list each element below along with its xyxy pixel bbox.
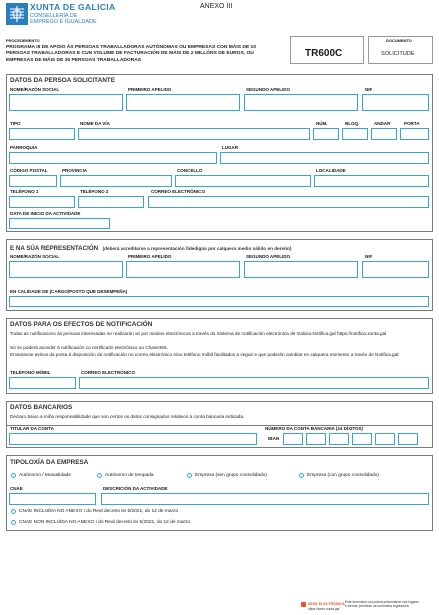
council-input[interactable] xyxy=(175,175,311,187)
procedure-text: PROGRAMA III DE APOIO ÁS PERSOAS TRABALLADORAS AUTÓNOMAS OU EMPRESAS CON MÁIS DE 10 PERSOAS TRABALLADORAS E CUN VOLUME DE FACTURACIÓN DE MÁIS DE 2 MILLÓNS DE EUROS, OU EMPRESAS DE MÁIS DE 25 PERSOAS TRABALLADORAS xyxy=(6,45,256,63)
address-type-label: TIPO xyxy=(10,121,21,126)
radio-company-group[interactable] xyxy=(299,473,304,478)
cnae-label: CNAE xyxy=(10,486,23,491)
applicant-email-input[interactable] xyxy=(148,196,429,208)
notif-mobile-input[interactable] xyxy=(9,377,76,389)
council-label: CONCELLO xyxy=(177,168,203,173)
locality-label: LOCALIDADE xyxy=(316,168,346,173)
org-name xyxy=(30,3,115,25)
parish-label: PARROQUIA xyxy=(10,145,38,150)
option-cnae-excluded: CNAE NON INCLUÍDA NO ANEXO I do Real decreto lei 5/2021, do 12 de marzo xyxy=(19,520,191,525)
account-holder-label: TITULAR DA CONTA xyxy=(10,426,54,431)
zip-label: CÓDIGO POSTAL xyxy=(10,168,48,173)
applicant-nif-input[interactable] xyxy=(362,94,429,111)
sede-brand: SEDE ELECTRÓNICA xyxy=(308,602,345,606)
radio-cnae-excluded[interactable] xyxy=(11,520,16,525)
option-seasonal: Autónomo de tempada xyxy=(105,473,154,478)
radio-self-employed[interactable] xyxy=(11,473,16,478)
phone2-label: TELÉFONO 2 xyxy=(80,189,109,194)
place-label: LUGAR xyxy=(222,145,239,150)
annex-title: ANEXO III xyxy=(200,3,233,10)
activity-label: DESCRICIÓN DA ACTIVIDADE xyxy=(103,486,168,491)
procedure-block xyxy=(6,38,433,72)
floor-input[interactable] xyxy=(371,128,397,140)
activity-input[interactable] xyxy=(101,493,429,505)
rep-position-input[interactable] xyxy=(9,296,429,307)
org-line-1: XUNTA DE GALICIA xyxy=(30,2,116,12)
block-input[interactable] xyxy=(342,128,368,140)
xunta-logo xyxy=(6,3,28,25)
phone2-input[interactable] xyxy=(78,196,144,208)
rep-surname2-input[interactable] xyxy=(244,261,358,278)
applicant-name-input[interactable] xyxy=(9,94,123,111)
applicant-name-label: NOME/RAZÓN SOCIAL xyxy=(10,87,60,92)
procedure-label: PROCEDEMENTO xyxy=(6,38,40,43)
footer-url[interactable]: https://sede.xunta.gal xyxy=(308,607,340,611)
applicant-surname1-input[interactable] xyxy=(126,94,240,111)
applicant-email-label: CORREO ELECTRÓNICO xyxy=(151,189,205,194)
bank-side-borders xyxy=(6,425,433,447)
bank-bottom-border xyxy=(6,447,433,448)
province-label: PROVINCIA xyxy=(62,168,88,173)
sede-logo-icon xyxy=(301,602,306,607)
applicant-title: DATOS DA PERSOA SOLICITANTE xyxy=(10,77,115,84)
iban-label: IBAN xyxy=(268,436,280,441)
start-date-input[interactable] xyxy=(9,218,110,229)
rep-name-label: NOME/RAZÓN SOCIAL xyxy=(10,254,60,259)
procedure-code: TR600C xyxy=(305,48,343,59)
number-input[interactable] xyxy=(313,128,339,140)
notif-mobile-label: TELÉFONO MÓBIL xyxy=(10,370,51,375)
applicant-nif-label: NIF xyxy=(365,87,373,92)
rep-surname1-input[interactable] xyxy=(126,261,240,278)
company-title: TIPOLOXÍA DA EMPRESA xyxy=(10,459,89,466)
account-number-label: NÚMERO DA CONTA BANCARIA (24 DÍXITOS) xyxy=(265,426,364,431)
footer-note-1: Este formulario só poderá presentarse nos lugares xyxy=(345,600,420,604)
notif-email-label: CORREO ELECTRÓNICO xyxy=(81,370,135,375)
rep-surname2-label: SEGUNDO APELIDO xyxy=(246,254,291,259)
representative-title-note: (deberá acreditarse a representación fidedigna por calquera medio válido en dereito) xyxy=(102,246,292,251)
phone1-label: TELÉFONO 1 xyxy=(10,189,39,194)
radio-cnae-included[interactable] xyxy=(11,509,16,514)
phone1-input[interactable] xyxy=(9,196,75,208)
notification-line3: Enviaranse avisos da posta á disposición da notificación no correo electrónico e/ou teléfono móbil facilitados a seguir e que poderán cambiar en calquera momento a través de Notifica.gal: xyxy=(10,352,400,357)
org-line-2: CONSELLERÍA DE xyxy=(30,13,78,19)
footer-note xyxy=(345,601,419,609)
address-type-input[interactable] xyxy=(9,128,75,140)
option-self-employed: Autónomo / Mutualidade xyxy=(19,473,71,478)
street-label: NOME DA VÍA xyxy=(80,121,110,126)
applicant-surname2-label: SEGUNDO APELIDO xyxy=(246,87,291,92)
start-date-label: DATA DE INICIO DA ACTIVIDADE xyxy=(10,211,81,216)
rep-name-input[interactable] xyxy=(9,261,123,278)
option-company-no-group: Empresa (sen grupo consolidado) xyxy=(195,473,267,478)
number-label: NÚM. xyxy=(316,121,328,126)
rep-nif-input[interactable] xyxy=(362,261,429,278)
zip-input[interactable] xyxy=(9,175,57,187)
rep-nif-label: NIF xyxy=(365,254,373,259)
notif-email-input[interactable] xyxy=(79,377,429,389)
document-label: DOCUMENTO xyxy=(386,38,412,43)
footer-note-2: e formas previstas na normativa reguladora xyxy=(345,603,409,608)
bank-declaration: Declaro baixo a miña responsabilidade que son certos os datos consignados relativos á conta bancaria indicada. xyxy=(10,414,245,419)
org-line-3: EMPREGO E IGUALDADE xyxy=(30,19,97,26)
notification-title: DATOS PARA OS EFECTOS DE NOTIFICACIÓN xyxy=(10,321,153,328)
radio-company-no-group[interactable] xyxy=(187,473,192,478)
rep-position-label: EN CALIDADE DE (CARGO/POSTO QUE DESEMPEÑA) xyxy=(10,289,128,294)
notification-line1: Todas as notificacións ás persoas interesadas se realizarán só por medios electrónicos a través do Sistema de notificación electrónica de Galicia-Notifica.gal https://notifica.xunta.gal xyxy=(10,331,387,336)
bank-title: DATOS BANCARIOS xyxy=(10,404,73,411)
applicant-surname1-label: PRIMEIRO APELIDO xyxy=(128,87,172,92)
province-input[interactable] xyxy=(60,175,172,187)
cnae-input[interactable] xyxy=(9,493,96,505)
door-label: PORTA xyxy=(404,121,420,126)
radio-seasonal[interactable] xyxy=(97,473,102,478)
locality-input[interactable] xyxy=(314,175,429,187)
block-label: BLOQ. xyxy=(345,121,360,126)
applicant-surname2-input[interactable] xyxy=(244,94,358,111)
rep-surname1-label: PRIMEIRO APELIDO xyxy=(128,254,172,259)
option-cnae-included: CNAE INCLUÍDA NO ANEXO I do Real decreto lei 5/2021, do 12 de marzo xyxy=(19,509,179,514)
option-company-group: Empresa (con grupo consolidado) xyxy=(307,473,379,478)
place-input[interactable] xyxy=(220,152,429,164)
representative-title-main: E NA SÚA REPRESENTACIÓN xyxy=(10,245,99,252)
representative-title xyxy=(10,242,291,252)
floor-label: ANDAR xyxy=(374,121,391,126)
door-input[interactable] xyxy=(400,128,429,140)
notification-line2: Só se poderá acceder á notificación co certificado electrónico ou Chave365. xyxy=(10,345,168,350)
document-type: SOLICITUDE xyxy=(381,51,415,57)
parish-input[interactable] xyxy=(9,152,217,164)
street-input[interactable] xyxy=(78,128,310,140)
